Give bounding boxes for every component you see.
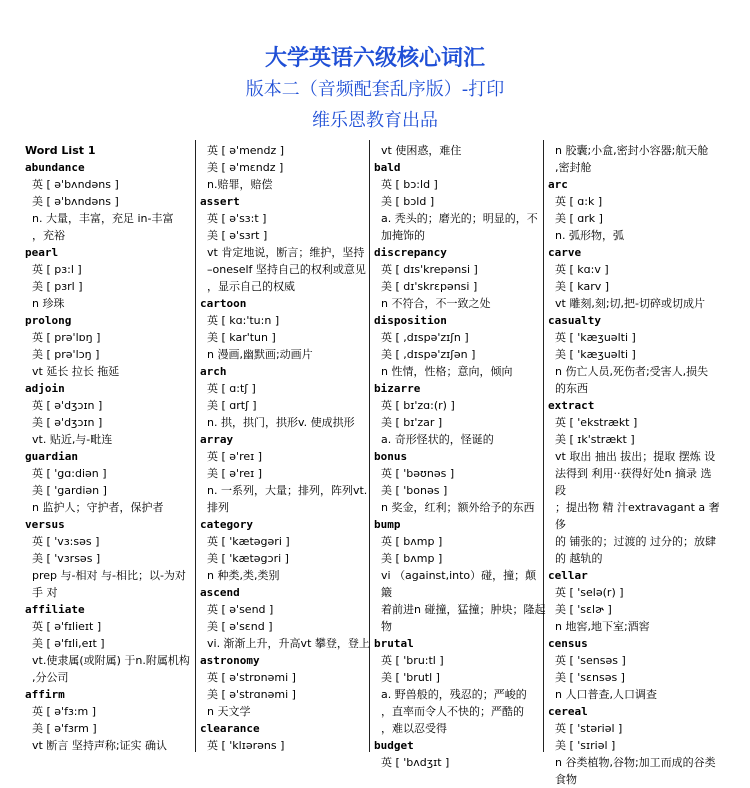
definition-line: prep 与-相对 与-相比；以-为对 <box>32 569 186 582</box>
headword: bizarre <box>374 382 421 395</box>
headword: versus <box>25 518 65 531</box>
phonetic-line: 英 [ 'sensəs ] <box>555 654 626 667</box>
definition-line: n 漫画,幽默画;动画片 <box>207 348 313 361</box>
phonetic-line: 美 [ ,dɪspə'zɪʃən ] <box>381 348 476 361</box>
headword: bonus <box>374 450 408 463</box>
phonetic-line: 英 [ 'vɜ:səs ] <box>32 535 100 548</box>
headword: discrepancy <box>374 246 447 259</box>
definition-line: vt 取出 抽出 拔出；提取 摆炼 设 <box>555 450 716 463</box>
phonetic-line: 美 [ bʌmp ] <box>381 552 443 565</box>
headword: bald <box>374 161 401 174</box>
phonetic-line: 英 [ ɑ:tʃ ] <box>207 382 256 395</box>
phonetic-line: 英 [ 'kætəgəri ] <box>207 535 290 548</box>
phonetic-line: 美 [ ɑrtʃ ] <box>207 399 257 412</box>
phonetic-line: 美 [ 'vɜrsəs ] <box>32 552 101 565</box>
phonetic-line: 英 [ ,dɪspə'zɪʃn ] <box>381 331 469 344</box>
phonetic-line: 美 [ ə'dʒɔɪn ] <box>32 416 103 429</box>
headword: affiliate <box>25 603 85 616</box>
definition-line: ,密封舱 <box>555 161 592 174</box>
phonetic-line: 英 [ ə'dʒɔɪn ] <box>32 399 103 412</box>
phonetic-line: 英 [ kɑ:v ] <box>555 263 609 276</box>
phonetic-line: 美 [ kar'tun ] <box>207 331 276 344</box>
phonetic-line: 英 [ ə'reɪ ] <box>207 450 262 463</box>
headword: bump <box>374 518 401 531</box>
phonetic-line: 美 [ ə'fɜrm ] <box>32 722 97 735</box>
definition-line: ,分公司 <box>32 671 69 684</box>
vocab-column-1 <box>25 142 197 754</box>
headword: carve <box>548 246 582 259</box>
definition-line: ，充裕 <box>32 229 65 242</box>
phonetic-line: 英 [ pɜ:l ] <box>32 263 82 276</box>
definition-line: n 地窖,地下室;酒窖 <box>555 620 650 633</box>
definition-line: vt 雕刻,刻;切,把-切碎或切成片 <box>555 297 705 310</box>
phonetic-line: 英 [ kɑ:'tu:n ] <box>207 314 280 327</box>
definition-line: n 性情，性格；意向，倾向 <box>381 365 513 378</box>
headword: casualty <box>548 314 601 327</box>
definition-line: a. 野兽般的，残忍的；严峻的 <box>381 688 527 701</box>
phonetic-line: 美 [ dɪ'skrɛpənsi ] <box>381 280 478 293</box>
definition-line: ，直率而令人不快的；严酷的 <box>381 705 524 718</box>
definition-line: vi. 渐渐上升，升高vt 攀登，登上 <box>207 637 370 650</box>
definition-line: n.赔罪，赔偿 <box>207 178 273 191</box>
definition-line: n. 大量，丰富，充足 in-丰富 <box>32 212 174 225</box>
phonetic-line: 美 [ pɜrl ] <box>32 280 83 293</box>
headword: clearance <box>200 722 260 735</box>
vocab-column-2 <box>200 142 372 754</box>
document-subtitle: 版本二（音频配套乱序版）-打印 <box>245 79 505 100</box>
phonetic-line: 美 [ ə'bʌndəns ] <box>32 195 119 208</box>
definition-line: ；提出物 精 汁extravagant a 奢侈 <box>555 501 720 531</box>
definition-line: ，难以忍受得 <box>381 722 447 735</box>
phonetic-line: 美 [ ə'mɛndz ] <box>207 161 284 174</box>
word-list-heading: Word List 1 <box>25 144 96 157</box>
definition-line: n 监护人；守护者，保护者 <box>32 501 164 514</box>
definition-line: ，显示自己的权威 <box>207 280 295 293</box>
phonetic-line: 美 [ ə'reɪ ] <box>207 467 262 480</box>
phonetic-line: 英 [ ɑ:k ] <box>555 195 603 208</box>
definition-line: 手 对 <box>32 586 58 599</box>
definition-line: n. 拱，拱门，拱形v. 使成拱形 <box>207 416 355 429</box>
phonetic-line: 英 [ 'selə(r) ] <box>555 586 624 599</box>
phonetic-line: 英 [ dɪs'krepənsi ] <box>381 263 478 276</box>
headword: arch <box>200 365 227 378</box>
phonetic-line: 英 [ 'gɑ:diən ] <box>32 467 107 480</box>
phonetic-line: 美 [ ə'fɪli,eɪt ] <box>32 637 105 650</box>
headword: census <box>548 637 588 650</box>
publisher-line: 维乐恩教育出品 <box>312 110 438 131</box>
definition-line: n. 弧形物，弧 <box>555 229 624 242</box>
definition-line: n 人口普查,人口调查 <box>555 688 657 701</box>
headword: affirm <box>25 688 65 701</box>
phonetic-line: 英 [ 'kæʒuəlti ] <box>555 331 636 344</box>
phonetic-line: 美 [ 'brutl ] <box>381 671 440 684</box>
phonetic-line: 英 [ bʌmp ] <box>381 535 443 548</box>
headword: array <box>200 433 234 446</box>
definition-line: n 不符合，不一致之处 <box>381 297 491 310</box>
definition-line: a. 秃头的；磨光的；明显的，不 <box>381 212 538 225</box>
phonetic-line: 英 [ ə'strɒnəmi ] <box>207 671 296 684</box>
phonetic-line: 美 [ prə'lɔŋ ] <box>32 348 100 361</box>
definition-line: 物 <box>381 620 392 633</box>
headword: prolong <box>25 314 72 327</box>
definition-line: vt. 贴近,与-毗连 <box>32 433 113 446</box>
definition-line: vt 肯定地说，断言；维护，坚持 <box>207 246 365 259</box>
phonetic-line: 英 [ bɔ:ld ] <box>381 178 438 191</box>
phonetic-line: 美 [ 'bonəs ] <box>381 484 448 497</box>
headword: cartoon <box>200 297 247 310</box>
headword: cereal <box>548 705 588 718</box>
phonetic-line: 美 [ 'sɛlɚ ] <box>555 603 612 616</box>
phonetic-line: 英 [ ə'bʌndəns ] <box>32 178 119 191</box>
headword: budget <box>374 739 414 752</box>
phonetic-line: 英 [ 'bəʊnəs ] <box>381 467 455 480</box>
definition-line: 的 越轨的 <box>555 552 603 565</box>
definition-line: 法得到 利用··获得好处n 摘录 选段 <box>555 467 712 497</box>
headword: assert <box>200 195 240 208</box>
definition-line: n. 一系列，大量；排列，阵列vt. <box>207 484 368 497</box>
phonetic-line: 美 [ ɑrk ] <box>555 212 603 225</box>
definition-line: 加掩饰的 <box>381 229 425 242</box>
definition-line: n 种类,类,类别 <box>207 569 280 582</box>
definition-line: vt 断言 坚持声称;证实 确认 <box>32 739 168 752</box>
vocab-column-4 <box>548 142 720 788</box>
phonetic-line: 美 [ bɪ'zar ] <box>381 416 443 429</box>
phonetic-line: 美 [ ɪk'strækt ] <box>555 433 635 446</box>
definition-line: 食物 <box>555 773 577 786</box>
phonetic-line: 美 [ ə'sɜrt ] <box>207 229 268 242</box>
phonetic-line: 英 [ bɪ'zɑ:(r) ] <box>381 399 455 412</box>
vocab-column-3 <box>374 142 546 771</box>
headword: adjoin <box>25 382 65 395</box>
definition-line: vt.使隶属(或附属) 于n.附属机构 <box>32 654 190 667</box>
headword: guardian <box>25 450 78 463</box>
definition-line: n 珍珠 <box>32 297 65 310</box>
headword: arc <box>548 178 568 191</box>
phonetic-line: 英 [ ə'send ] <box>207 603 274 616</box>
phonetic-line: 美 [ ə'strɑnəmi ] <box>207 688 296 701</box>
definition-line: n 天文学 <box>207 705 251 718</box>
phonetic-line: 英 [ ə'fɜ:m ] <box>32 705 97 718</box>
headword: pearl <box>25 246 59 259</box>
definition-line: –oneself 坚持自己的权利或意见 <box>207 263 366 276</box>
phonetic-line: 英 [ ə'sɜ:t ] <box>207 212 267 225</box>
document-title: 大学英语六级核心词汇 <box>264 46 485 71</box>
headword: brutal <box>374 637 414 650</box>
headword: cellar <box>548 569 588 582</box>
headword: extract <box>548 399 595 412</box>
phonetic-line: 英 [ 'bru:tl ] <box>381 654 444 667</box>
definition-line: a. 奇形怪状的，怪诞的 <box>381 433 494 446</box>
definition-line: 着前进n 碰撞，猛撞；肿块；隆起 <box>381 603 546 616</box>
phonetic-line: 美 [ 'sɪriəl ] <box>555 739 616 752</box>
definition-line: n 伤亡人员,死伤者;受害人,损失 <box>555 365 709 378</box>
phonetic-line: 美 [ 'kæʒuəlti ] <box>555 348 636 361</box>
headword: category <box>200 518 253 531</box>
document-header <box>0 44 750 135</box>
definition-line: n 奖金，红利；额外给予的东西 <box>381 501 535 514</box>
definition-line: 排列 <box>207 501 229 514</box>
headword: disposition <box>374 314 447 327</box>
definition-line: 的东西 <box>555 382 588 395</box>
phonetic-line: 英 [ prə'lɒŋ ] <box>32 331 101 344</box>
definition-line: vt 延长 拉长 拖延 <box>32 365 120 378</box>
phonetic-line: 美 [ 'gardiən ] <box>32 484 107 497</box>
phonetic-line: 英 [ 'bʌdʒɪt ] <box>381 756 450 769</box>
phonetic-line: 英 [ 'ekstrækt ] <box>555 416 638 429</box>
definition-line: vt 使困惑，难住 <box>381 144 462 157</box>
phonetic-line: 美 [ 'kætəgɔri ] <box>207 552 289 565</box>
phonetic-line: 英 [ ə'fɪlieɪt ] <box>32 620 102 633</box>
phonetic-line: 英 [ 'stəriəl ] <box>555 722 623 735</box>
headword: ascend <box>200 586 240 599</box>
phonetic-line: 英 [ ə'mendz ] <box>207 144 285 157</box>
phonetic-line: 美 [ ə'sɛnd ] <box>207 620 273 633</box>
phonetic-line: 美 [ karv ] <box>555 280 610 293</box>
phonetic-line: 美 [ 'sɛnsəs ] <box>555 671 625 684</box>
definition-line: n 谷类植物,谷物;加工而成的谷类 <box>555 756 716 769</box>
definition-line: 的 铺张的；过渡的 过分的；放肆 <box>555 535 716 548</box>
phonetic-line: 美 [ bɔld ] <box>381 195 435 208</box>
headword: astronomy <box>200 654 260 667</box>
definition-line: n 胶囊;小盒,密封小容器;航天舱 <box>555 144 709 157</box>
headword: abundance <box>25 161 85 174</box>
phonetic-line: 英 [ 'klɪərəns ] <box>207 739 285 752</box>
definition-line: vi （against,into）碰，撞；颠簸 <box>381 569 537 599</box>
